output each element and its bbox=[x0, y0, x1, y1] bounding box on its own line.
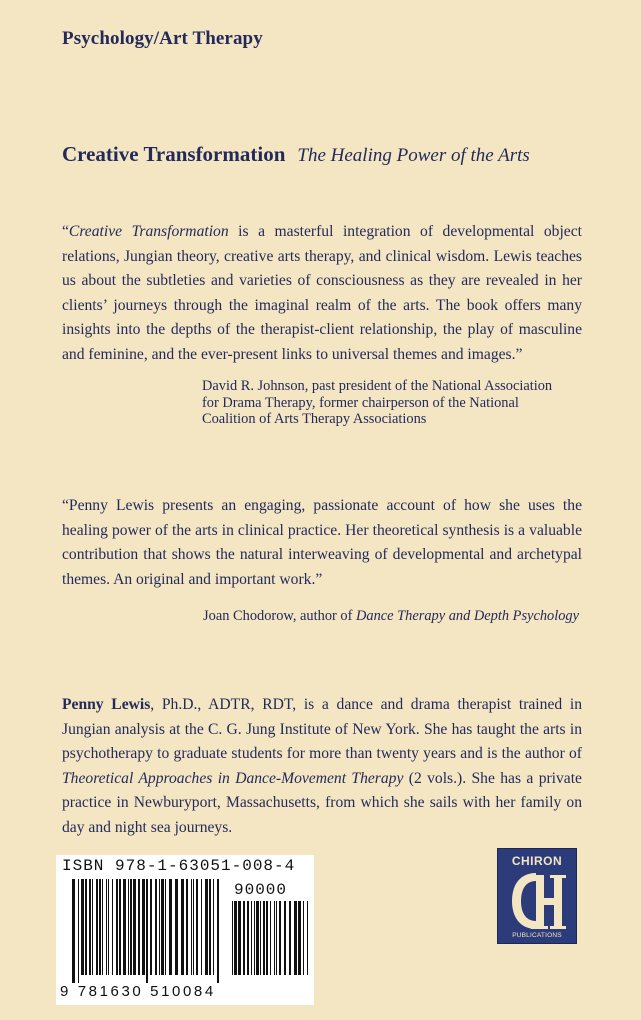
barcode-bar bbox=[193, 879, 194, 975]
barcode-bar bbox=[196, 879, 198, 975]
barcode-bar bbox=[243, 901, 245, 975]
chiron-emblem-icon bbox=[498, 849, 578, 945]
title-subtitle: The Healing Power of the Arts bbox=[297, 145, 530, 166]
barcode-bar bbox=[106, 879, 107, 975]
bio-part-1: , Ph.D., ADTR, RDT, is a dance and drama therapist trained in Jungian analysis at the C. G. Jung Institute of New York. She has taught the arts in psychotherapy to graduate students for more than twenty years and is the author of bbox=[62, 696, 582, 763]
bio-part-2: (2 vols.). She has a private practice in Newburyport, Massachusetts, from which she sails with her family on day and night sea journeys. bbox=[62, 769, 582, 836]
title-main: Creative Transformation bbox=[62, 142, 286, 166]
bio-book: Theoretical Approaches in Dance-Movement Therapy bbox=[62, 769, 404, 787]
barcode-bar bbox=[96, 879, 98, 975]
barcode-bar bbox=[102, 879, 103, 975]
author-bio bbox=[62, 693, 582, 841]
barcode-bar bbox=[232, 901, 233, 975]
barcode-bar bbox=[307, 901, 308, 975]
barcode-bar bbox=[191, 879, 192, 975]
barcode-bar bbox=[205, 879, 208, 975]
barcode-bar bbox=[138, 879, 140, 975]
barcode-bar bbox=[165, 879, 166, 975]
barcode-bar bbox=[263, 901, 265, 975]
barcode-bar bbox=[256, 901, 259, 975]
publisher-subtitle: PUBLICATIONS bbox=[512, 932, 562, 939]
quote-1 bbox=[62, 220, 582, 368]
quote-1-italic-lead: Creative Transformation bbox=[68, 223, 229, 240]
quote-2-attribution-book: Dance Therapy and Depth Psychology bbox=[356, 608, 579, 624]
barcode-bar bbox=[266, 901, 268, 975]
barcode-bar bbox=[72, 879, 75, 983]
quote-2-attribution-prefix: Joan Chodorow, author of bbox=[203, 608, 356, 624]
barcode-bar bbox=[209, 879, 211, 975]
barcode-bar bbox=[155, 879, 157, 975]
barcode-bar bbox=[123, 879, 126, 975]
barcode-bar bbox=[112, 879, 113, 975]
quote-2-attribution bbox=[203, 608, 579, 625]
barcode-bar bbox=[99, 879, 101, 975]
barcode-bar bbox=[274, 901, 275, 975]
barcode-bar bbox=[201, 879, 202, 975]
barcode-bar bbox=[260, 901, 261, 975]
barcode-bar bbox=[186, 879, 188, 975]
publisher-logo bbox=[497, 848, 577, 944]
barcode-bar bbox=[238, 901, 241, 975]
barcode-bar bbox=[303, 901, 304, 975]
quote-1-attribution: David R. Johnson, past president of the National Association for Drama Therapy, former chairperson of the National Coalition of Arts Therapy Associations bbox=[202, 378, 553, 427]
barcode-bar bbox=[142, 879, 145, 975]
barcode-bar bbox=[108, 879, 109, 975]
barcode-bar bbox=[217, 879, 219, 983]
barcode bbox=[56, 855, 314, 1005]
barcode-bar bbox=[251, 901, 252, 975]
barcode-bar bbox=[159, 879, 160, 975]
barcode-bar bbox=[254, 901, 255, 975]
barcode-bar bbox=[169, 879, 172, 975]
barcode-bar bbox=[130, 879, 132, 975]
author-name: Penny Lewis bbox=[62, 696, 151, 713]
barcode-bar bbox=[270, 901, 271, 975]
quote-1-open: “ bbox=[62, 223, 69, 240]
isbn-label: ISBN 978-1-63051-008-4 bbox=[62, 857, 296, 875]
barcode-bar bbox=[234, 901, 237, 975]
barcode-bar bbox=[276, 901, 277, 975]
barcode-bar bbox=[150, 879, 152, 975]
barcode-bar bbox=[133, 879, 136, 975]
barcode-bar bbox=[81, 879, 84, 975]
quote-2: “Penny Lewis presents an engaging, passionate account of how she uses the healing power of the arts in clinical practice. Her theoretical synthesis is a valuable contribution that shows the natural interweaving of developmental and archetypal themes. An original and important work.” bbox=[62, 497, 582, 588]
barcode-bar bbox=[92, 879, 93, 975]
barcode-bar bbox=[175, 879, 178, 975]
barcode-bar bbox=[119, 879, 121, 975]
category-label: Psychology/Art Therapy bbox=[62, 28, 263, 49]
barcode-bar bbox=[85, 879, 87, 975]
ean-digits: 9 781630 510084 bbox=[60, 983, 216, 1000]
barcode-bar bbox=[289, 901, 291, 975]
barcode-bar bbox=[128, 879, 129, 975]
barcode-bar bbox=[279, 901, 281, 975]
barcode-bar bbox=[294, 901, 297, 975]
barcode-bar bbox=[284, 901, 286, 975]
barcode-bar bbox=[213, 879, 214, 975]
barcode-bar bbox=[78, 879, 79, 983]
barcode-bar bbox=[298, 901, 301, 975]
price-code: 90000 bbox=[234, 881, 288, 899]
barcode-bar bbox=[161, 879, 164, 975]
barcode-bar bbox=[181, 879, 184, 975]
quote-1-text: is a masterful integration of developmental object relations, Jungian theory, creative arts therapy, and clinical wisdom. Lewis teaches us about the subtleties and varieties of consciousness as they are revealed in her clients’ journeys through the imaginal realm of the arts. The book offers many insights into the depths of the therapist-client relationship, the play of masculine and feminine, and the ever-present links to universal themes and images.” bbox=[62, 223, 582, 363]
barcode-bar bbox=[146, 879, 148, 983]
barcode-bar bbox=[116, 879, 118, 975]
barcode-bar bbox=[89, 879, 91, 975]
book-title bbox=[62, 142, 530, 167]
publisher-name: CHIRON bbox=[511, 854, 563, 868]
barcode-bar bbox=[247, 901, 249, 975]
